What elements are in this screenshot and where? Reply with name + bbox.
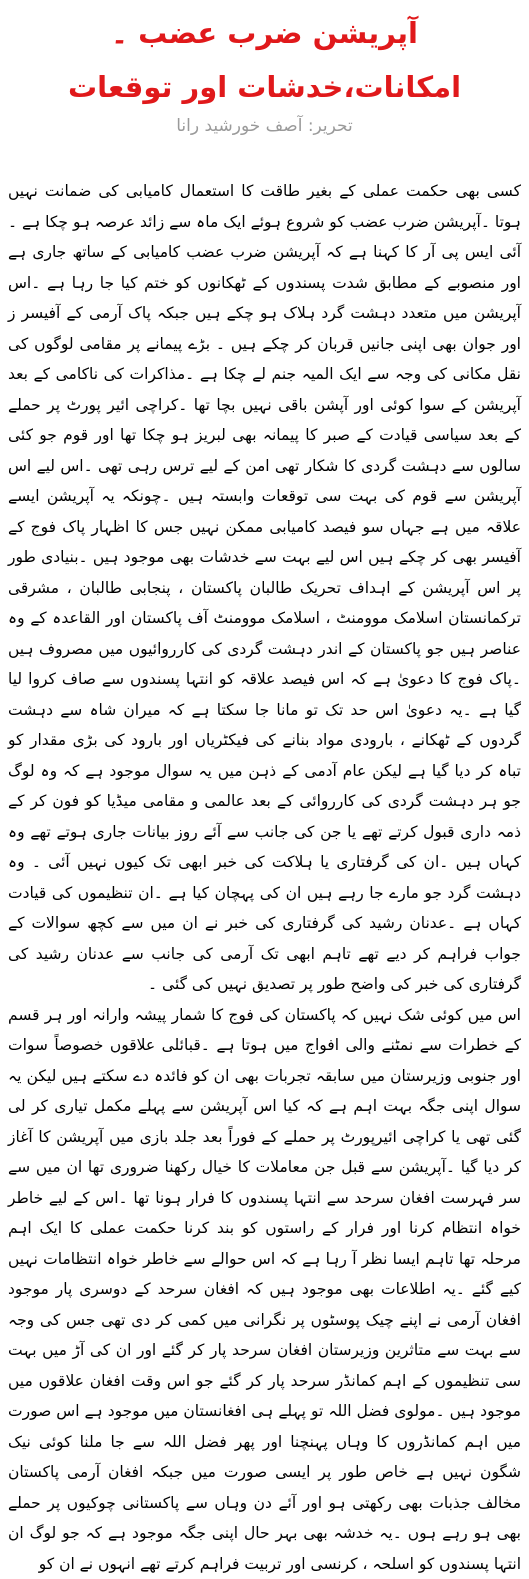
paragraph-2: اس میں کوئی شک نہیں کہ پاکستان کی فوج کا شمار پیشہ وارانہ اور ہر قسم کے خطرات سے نمٹنے والی افواج میں ہوتا ہے ۔قبائلی علاقوں خصوصاً سوات اور جنوبی وزیرستان میں سابقہ تجربات بھی ان کو فائدہ دے سکتے ہیں لیکن یہ سوال اپنی جگہ بہت اہم ہے کہ کیا اس آپریشن سے پہلے مکمل تیاری کر لی گئی تھی یا کراچی ائیرپورٹ پر حملے کے فوراً بعد جلد بازی میں آپریشن کا آغاز کر دیا گیا ۔آپریشن سے قبل جن معاملات کا خیال رکھنا ضروری تھا ان میں سے سر فہرست افغان سرحد سے انتہا پسندوں کا فرار ہونا تھا ۔اس کے لیے خاطر خواہ انتظام کرنا اور فرار کے راستوں کو بند کرنا حکمت عملی کا ایک اہم مرحلہ تھا تاہم ایسا نظر آ رہا ہے کہ اس حوالے سے خاطر خواہ انتظامات نہیں کیے گئے ۔یہ اطلاعات بھی موجود ہیں کہ افغان سرحد کے دوسری پار موجود افغان آرمی نے اپنے چیک پوسٹوں پر نگرانی میں کمی کر دی تھی جس کی وجہ سے بہت سے متاثرین وزیرستان افغان سرحد پار کر گئے اور ان کی آڑ میں بہت سی تنظیموں کے اہم کمانڈر سرحد پار کر گئے جو اس وقت افغان علاقوں میں موجود ہیں ۔مولوی فضل اللہ تو پہلے ہی افغانستان میں موجود ہے اس صورت میں اہم کمانڈروں کا وہاں پہنچنا اور پھر فضل اللہ سے جا ملنا کوئی نیک شگون نہیں ہے خاص طور پر ایسی صورت میں جبکہ افغان آرمی پاکستان مخالف جذبات بھی رکھتی ہو اور آئے دن وہاں سے پاکستانی چوکیوں پر حملے بھی ہو رہے ہوں ۔یہ خدشہ بھی بہر حال اپنی جگہ موجود ہے کہ جو لوگ ان انتہا پسندوں کو اسلحہ ، کرنسی اور تربیت فراہم کرتے تھے انہوں نے ان کو <box>8 1000 521 1579</box>
paragraph-1: کسی بھی حکمت عملی کے بغیر طاقت کا استعمال کامیابی کی ضمانت نہیں ہوتا ۔آپریشن ضرب عضب کو شروع ہوئے ایک ماہ سے زائد عرصہ ہو چکا ہے ۔آئی ایس پی آر کا کہنا ہے کہ آپریشن ضرب عضب کامیابی کے ساتھ جاری ہے اور منصوبے کے مطابق شدت پسندوں کے ٹھکانوں کو ختم کیا جا رہا ہے ۔اس آپریشن میں متعدد دہشت گرد ہلاک ہو چکے ہیں جبکہ پاک آرمی کے آفیسر ز اور جوان بھی اپنی جانیں قربان کر چکے ہیں ۔ بڑے پیمانے پر مقامی لوگوں کی نقل مکانی کی وجہ سے ایک المیہ جنم لے چکا ہے ۔مذاکرات کی ناکامی کے بعد آپریشن کے سوا کوئی اور آپشن باقی نہیں بچا تھا ۔کراچی ائیر پورٹ پر حملے کے بعد سیاسی قیادت کے صبر کا پیمانہ بھی لبریز ہو چکا تھا اور قوم جو کئی سالوں سے دہشت گردی کا شکار تھی امن کے لیے ترس رہی تھی ۔اس لیے اس آپریشن سے قوم کی بہت سی توقعات وابستہ ہیں ۔چونکہ یہ آپریشن ایسے علاقہ میں ہے جہاں سو فیصد کامیابی ممکن نہیں جس کا اظہار پاک فوج کے آفیسر بھی کر چکے ہیں اس لیے بہت سے خدشات بھی موجود ہیں ۔بنیادی طور پر اس آپریشن کے اہداف تحریک طالبان پاکستان ، پنجابی طالبان ، مشرقی ترکمانستان اسلامک موومنٹ ، اسلامک موومنٹ آف پاکستان اور القاعدہ کے وہ عناصر ہیں جو پاکستان کے اندر دہشت گردی کی کارروائیوں میں مصروف ہیں ۔پاک فوج کا دعویٰ ہے کہ اس فیصد علاقہ کو انتہا پسندوں سے صاف کروا لیا گیا ہے ۔یہ دعویٰ اس حد تک تو مانا جا سکتا ہے کہ میران شاہ سے دہشت گردوں کے ٹھکانے ، بارودی مواد بنانے کی فیکٹریاں اور بارود کی بڑی مقدار کو تباہ کر دیا گیا ہے لیکن عام آدمی کے ذہن میں یہ سوال موجود ہے کہ وہ لوگ جو ہر دہشت گردی کی کارروائی کے بعد عالمی و مقامی میڈیا کو فون کر کے ذمہ داری قبول کرتے تھے یا جن کی جانب سے آئے روز بیانات جاری ہوتے تھے وہ کہاں ہیں ۔ان کی گرفتاری یا ہلاکت کی خبر ابھی تک کیوں نہیں آئی ۔ وہ دہشت گرد جو مارے جا رہے ہیں ان کی پہچان کیا ہے ۔ان تنظیموں کی قیادت کہاں ہے ۔عدنان رشید کی گرفتاری کی خبر نے ان میں سے کچھ سوالات کے جواب فراہم کر دیے تھے تاہم ابھی تک آرمی کی جانب سے عدنان رشید کی گرفتاری کی خبر کی واضح طور پر تصدیق نہیں کی گئی ۔ <box>8 176 521 1000</box>
article-byline: تحریر: آصف خورشید رانا <box>8 116 521 136</box>
article-title: آپریشن ضرب عضب ۔امکانات،خدشات اور توقعات <box>8 0 521 114</box>
